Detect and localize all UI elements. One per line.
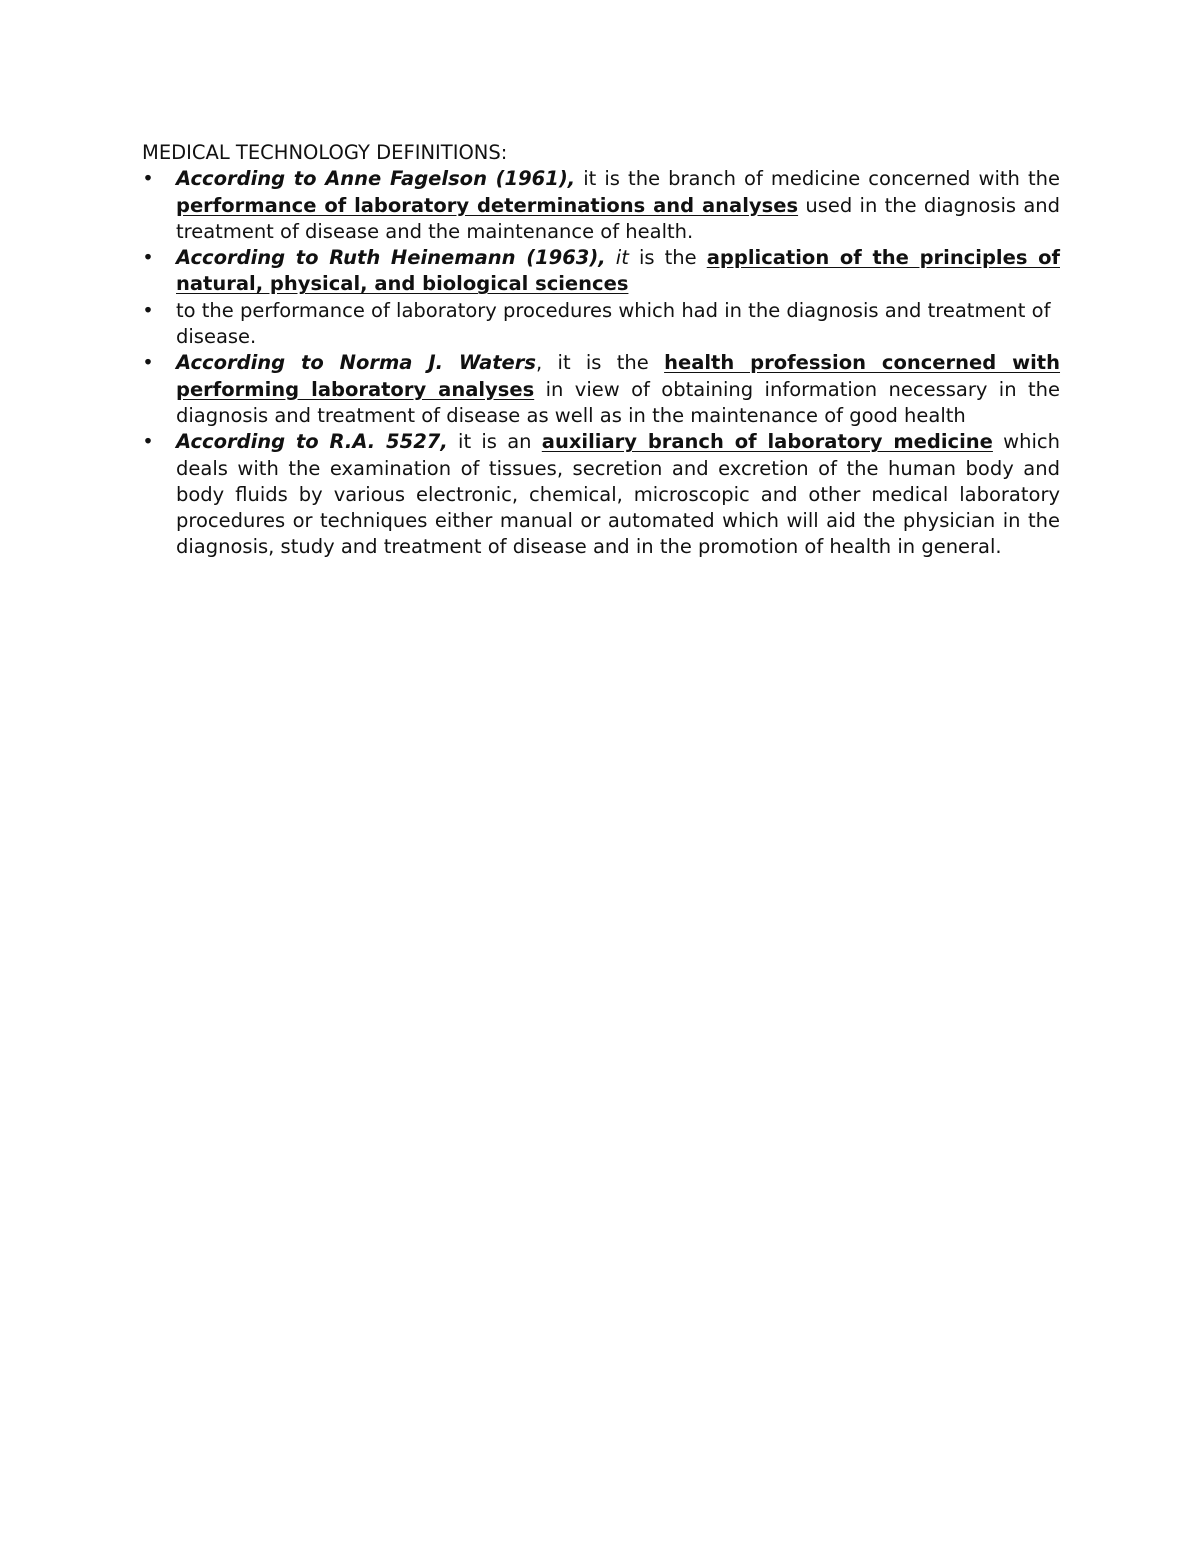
definition-source: According to Ruth Heinemann (1963),	[176, 246, 606, 270]
definition-lead-italic: it	[605, 246, 629, 270]
definition-key-phrase: auxiliary branch of laboratory medicine	[541, 430, 993, 454]
definition-item-fagelson	[142, 166, 1060, 245]
definition-lead: it is the branch of medicine concerned with the	[575, 167, 1060, 191]
bullet-icon: •	[142, 430, 154, 454]
definition-source: According to Norma J. Waters	[176, 351, 537, 375]
definition-key-phrase: health profession concerned with performing laboratory analyses	[176, 351, 1061, 401]
definition-item-waters	[142, 350, 1060, 429]
bullet-icon: •	[142, 351, 154, 375]
definition-key-phrase: application of the principles of natural, physical, and biological sciences	[176, 246, 1060, 296]
definition-item-ra5527	[142, 429, 1060, 560]
definition-text: to the performance of laboratory procedures which had in the diagnosis and treatment of disease.	[176, 298, 1051, 349]
definitions-list	[142, 166, 1060, 560]
bullet-icon: •	[142, 298, 154, 322]
definition-item-continuation	[142, 298, 1060, 351]
definition-lead: , it is the	[536, 351, 665, 375]
definition-source: According to R.A. 5527,	[176, 430, 448, 454]
definition-source: According to Anne Fagelson (1961),	[176, 167, 576, 191]
definition-item-heinemann	[142, 245, 1060, 298]
bullet-icon: •	[142, 246, 154, 270]
definition-rest: which deals with the examination of tissues, secretion and excretion of the human body and body fluids by various electronic, chemical, microscopic and other medical laboratory procedures or techniques either manual or automated which will aid the physician in the diagnosis, study and treatment of disease and in the promotion of health in general.	[176, 430, 1060, 559]
definition-rest: used in the diagnosis and treatment of disease and the maintenance of health.	[176, 193, 1061, 243]
definition-key-phrase: performance of laboratory determinations and analyses	[176, 193, 799, 217]
document-title: MEDICAL TECHNOLOGY DEFINITIONS:	[142, 141, 508, 164]
definition-rest: in view of obtaining information necessary in the diagnosis and treatment of disease as well as in the maintenance of good health	[176, 377, 1060, 427]
definition-lead: it is an	[447, 430, 542, 454]
document-page	[142, 140, 1060, 561]
bullet-icon: •	[142, 167, 154, 191]
definition-lead: is the	[628, 246, 707, 270]
